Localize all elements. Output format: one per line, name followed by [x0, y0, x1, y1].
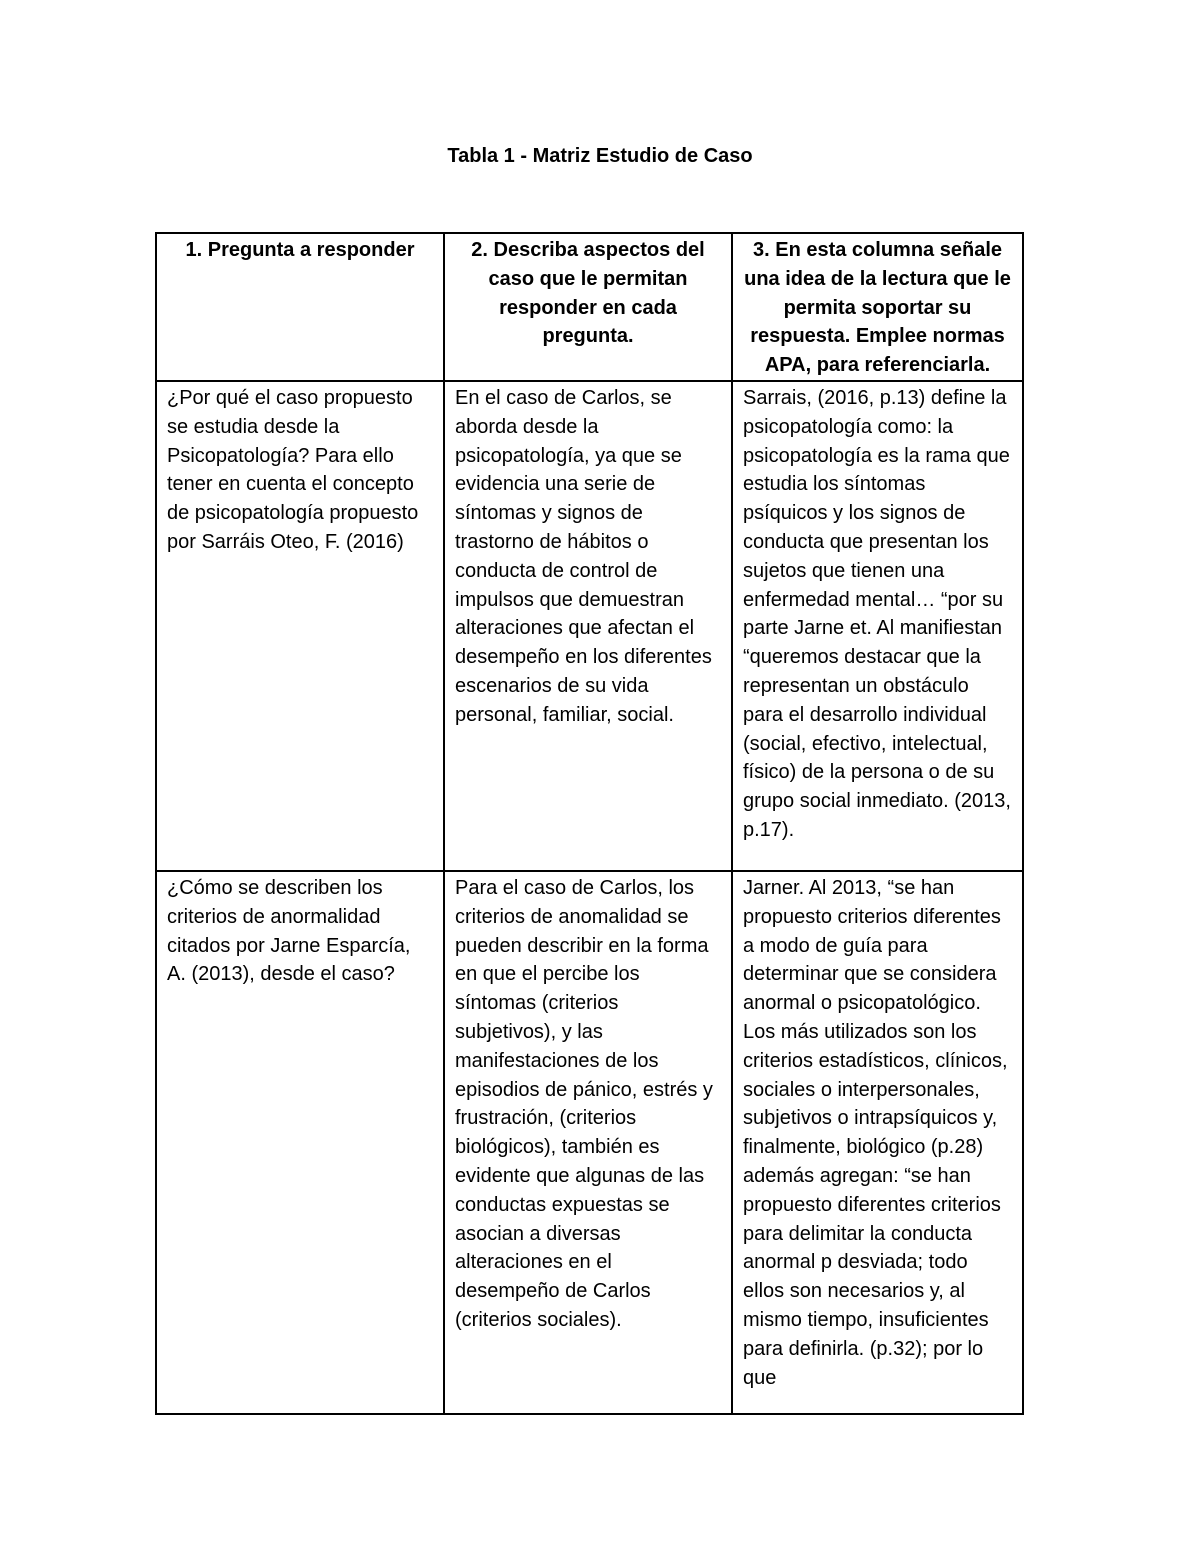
header-reading-idea: 3. En esta columna señale una idea de la lectura que le permita soportar su respuesta. Emplee normas APA, para referenciarla.: [732, 233, 1023, 381]
reading-idea-cell: [732, 381, 1023, 871]
header-case-aspects: 2. Describa aspectos del caso que le permitan responder en cada pregunta.: [444, 233, 732, 381]
reading-idea-text: Jarner. Al 2013, “se han propuesto criterios diferentes a modo de guía para determinar que se considera anormal o psicopatológico. Los más utilizados son los criterios estadísticos, clínicos, sociales o interpersonales, subjetivos o intrapsíquicos y, finalmente, biológico (p.28) además agregan: “se han propuesto diferentes criterios para delimitar la conducta anormal p desviada; todo ellos son necesarios y, al mismo tiempo, insuficientes para definirla. (p.32); por lo que: [743, 876, 1008, 1389]
header-question: 1. Pregunta a responder: [156, 233, 444, 381]
question-text: ¿Cómo se describen los criterios de anormalidad citados por Jarne Esparcía, A. (2013), desde el caso?: [167, 876, 411, 986]
question-cell: [156, 381, 444, 871]
case-aspects-cell: [444, 871, 732, 1414]
case-study-matrix-table: [155, 232, 1024, 1415]
reading-idea-cell: [732, 871, 1023, 1414]
question-cell: [156, 871, 444, 1414]
table-row: [156, 871, 1023, 1414]
page-title: Tabla 1 - Matriz Estudio de Caso: [447, 145, 753, 167]
case-aspects-text: En el caso de Carlos, se aborda desde la psicopatología, ya que se evidencia una serie de síntomas y signos de trastorno de hábitos o conducta de control de impulsos que demuestran alteraciones que afectan el desempeño en los diferentes escenarios de su vida personal, familiar, social.: [455, 386, 712, 726]
table-row: [156, 381, 1023, 871]
question-text: ¿Por qué el caso propuesto se estudia desde la Psicopatología? Para ello tener en cuenta el concepto de psicopatología propuesto por Sarráis Oteo, F. (2016): [167, 386, 419, 553]
case-aspects-cell: [444, 381, 732, 871]
table-header-row: [156, 233, 1023, 381]
reading-idea-text: Sarrais, (2016, p.13) define la psicopatología como: la psicopatología es la rama que estudia los síntomas psíquicos y los signos de conducta que presentan los sujetos que tienen una enfermedad mental… “por su parte Jarne et. Al manifiestan “queremos destacar que la representan un obstáculo para el desarrollo individual (social, efectivo, intelectual, físico) de la persona o de su grupo social inmediato. (2013, p.17).: [743, 386, 1011, 841]
case-aspects-text: Para el caso de Carlos, los criterios de anomalidad se pueden describir en la forma en que el percibe los síntomas (criterios subjetivos), y las manifestaciones de los episodios de pánico, estrés y frustración, (criterios biológicos), también es evidente que algunas de las conductas expuestas se asocian a diversas alteraciones en el desempeño de Carlos (criterios sociales).: [455, 876, 713, 1331]
